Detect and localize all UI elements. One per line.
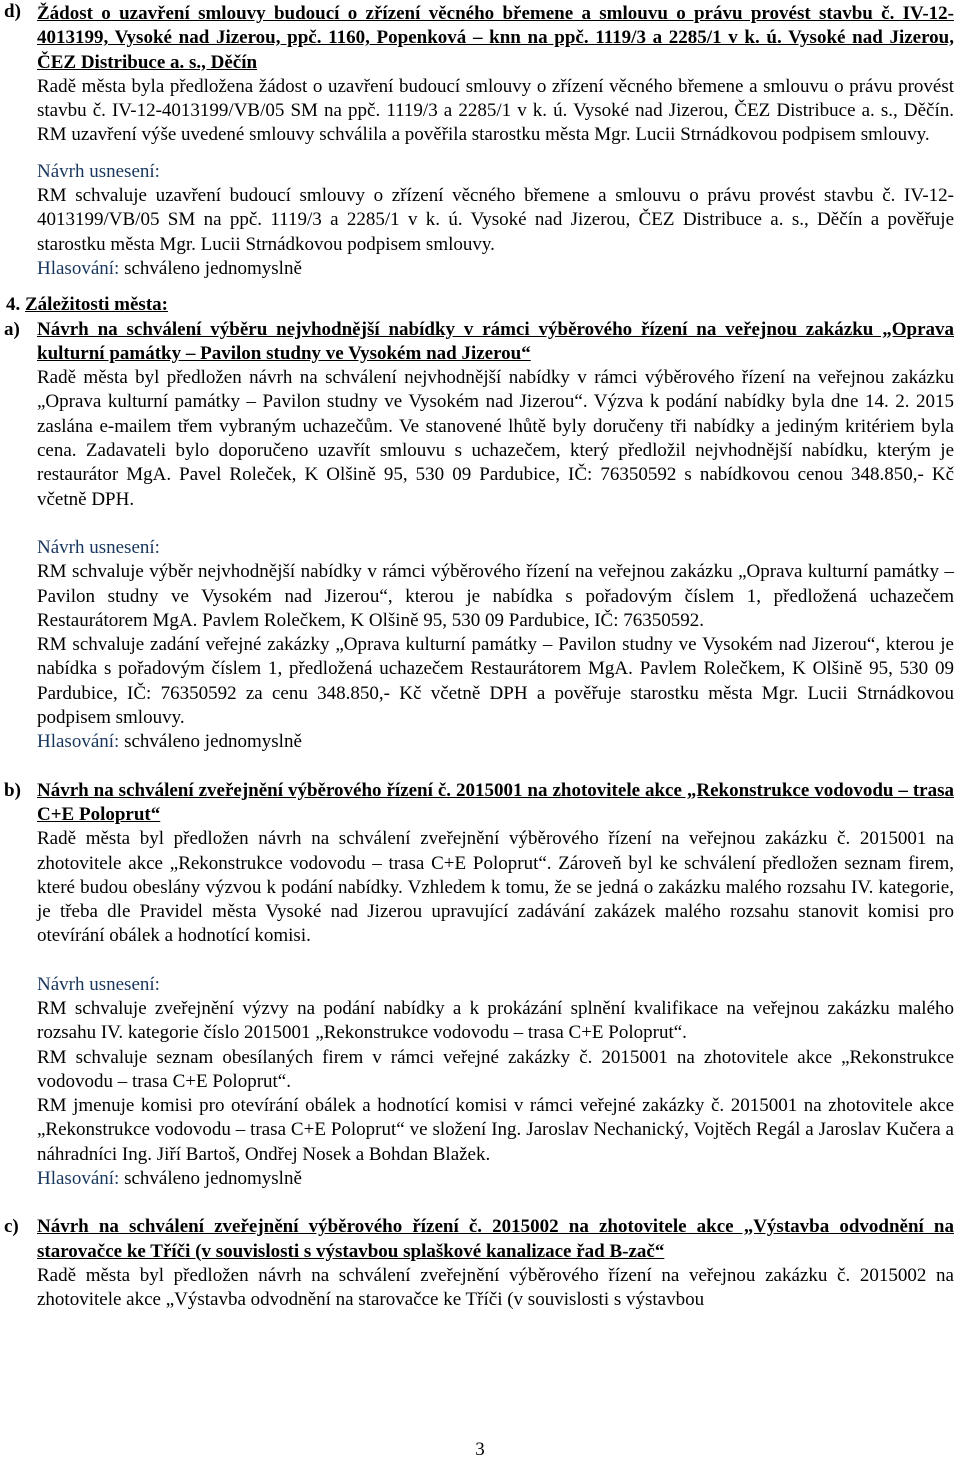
vote-line (37, 1167, 954, 1191)
vote-value: schváleno jednomyslně (124, 1168, 302, 1190)
subitem-title: Návrh na schválení výběru nejvhodnější nabídky v rámci výběrového řízení na veřejnou zakázku „Oprava kulturní památky – Pavilon studny ve Vysokém nad Jizerou“ (37, 318, 954, 364)
subitem-c (0, 1215, 960, 1312)
subitem-title: Návrh na schválení zveřejnění výběrového řízení č. 2015002 na zhotovitele akce „Výstavba odvodnění na starovačce ke Tříči (v souvislosti s výstavbou splaškové kanalizace řad B-zač“ (37, 1216, 954, 1262)
vote-label: Hlasování: (37, 731, 120, 753)
resolution-text: RM jmenuje komisi pro otevírání obálek a hodnotící komisi v rámci veřejné zakázky č. 2015001 na zhotovitele akce „Rekonstrukce vodovodu – trasa C+E Poloprut“ ve složení Ing. Jaroslav Nechanický, Vojtěch Regál a Jaroslav Kučera a náhradníci Ing. Jiří Bartoš, Ondřej Nosek a Bohdan Blažek. (37, 1095, 954, 1165)
section-heading (0, 293, 960, 317)
vote-line (37, 257, 954, 281)
vote-line (37, 730, 954, 754)
subitem-marker: c) (4, 1216, 19, 1238)
item-d (0, 0, 960, 281)
vote-value: schváleno jednomyslně (124, 257, 302, 279)
subitem-title: Návrh na schválení zveřejnění výběrového řízení č. 2015001 na zhotovitele akce „Rekonstrukce vodovodu – trasa C+E Poloprut“ (37, 779, 954, 825)
resolution-text: RM schvaluje výběr nejvhodnější nabídky v rámci výběrového řízení na veřejnou zakázku „Oprava kulturní památky – Pavilon studny ve Vysokém nad Jizerou“, kterou je nabídka s pořadovým číslem 1, předložená uchazečem Restaurátorem MgA. Pavlem Rolečkem, K Olšině 95, 530 09 Pardubice, IČ: 76350592. (37, 561, 954, 631)
resolution-label: Návrh usnesení: (37, 160, 160, 182)
item-marker: d) (4, 1, 21, 22)
vote-label: Hlasování: (37, 1168, 120, 1190)
resolution-label: Návrh usnesení: (37, 973, 160, 995)
subitem-text: Radě města byl předložen návrh na schválení zveřejnění výběrového řízení na veřejnou zakázku č. 2015002 na zhotovitele akce „Výstavba odvodnění na starovačce ke Tříči (v souvislosti s výstavbou (37, 1264, 954, 1311)
subitem-marker: a) (4, 318, 20, 340)
vote-label: Hlasování: (37, 257, 120, 279)
subitem-text: Radě města byl předložen návrh na schválení zveřejnění výběrového řízení na veřejnou zakázku č. 2015001 na zhotovitele akce „Rekonstrukce vodovodu – trasa C+E Poloprut“. Zároveň byl ke schválení předložen seznam firem, které budou obeslány výzvou k podání nabídky. Vzhledem k tomu, že se jedná o zakázku malého rozsahu IV. kategorie, je třeba dle Pravidel města Vysoké nad Jizerou upravující zadávání zakázek malého rozsahu stanovit komisi pro otevírání obálek a hodnotící komisi. (37, 828, 954, 947)
resolution-text: RM schvaluje zadání veřejné zakázky „Oprava kulturní památky – Pavilon studny ve Vysokém nad Jizerou“, kterou je nabídka s pořadovým číslem 1, předložená uchazečem Restaurátorem MgA. Pavlem Rolečkem, K Olšině 95, 530 09 Pardubice, IČ: 76350592 za cenu 348.850,- Kč včetně DPH a pověřuje starostku města Mgr. Lucii Strnádkovou podpisem smlouvy. (37, 634, 954, 729)
subitem-a (0, 318, 960, 755)
resolution-label: Návrh usnesení: (37, 536, 160, 558)
section-title: Záležitosti města: (25, 294, 168, 316)
subitem-text: Radě města byl předložen návrh na schválení nejvhodnější nabídky v rámci výběrového řízení na veřejnou zakázku „Oprava kulturní památky – Pavilon studny ve Vysokém nad Jizerou“. Výzva k podání nabídky byla dne 14. 2. 2015 zaslána e-mailem třem vybraným uchazečům. Ve stanovené lhůtě byly doručeny tři nabídky a jediným kritériem byla cena. Zadavateli bylo doporučeno uzavřít smlouvu s uchazečem, který předložil nejvhodnější nabídku, kterým je restaurátor MgA. Pavel Roleček, K Olšině 95, 530 09 Pardubice, IČ: 76350592 s nabídkovou cenou 348.850,- Kč včetně DPH. (37, 367, 954, 510)
resolution-text: RM schvaluje zveřejnění výzvy na podání nabídky a k prokázání splnění kvalifikace na veřejnou zakázku malého rozsahu IV. kategorie číslo 2015001 „Rekonstrukce vodovodu – trasa C+E Poloprut“. (37, 997, 954, 1044)
item-title: Žádost o uzavření smlouvy budoucí o zřízení věcného břemene a smlouvu o právu provést stavbu č. IV-12-4013199, Vysoké nad Jizerou, ppč. 1160, Popenková – knn na ppč. 1119/3 a 2285/1 v k. ú. Vysoké nad Jizerou, ČEZ Distribuce a. s., Děčín (37, 3, 954, 73)
subitem-marker: b) (4, 779, 21, 801)
resolution-text: RM schvaluje seznam obesílaných firem v rámci veřejné zakázky č. 2015001 na zhotovitele akce „Rekonstrukce vodovodu – trasa C+E Poloprut“. (37, 1046, 954, 1092)
page-number: 3 (475, 1439, 485, 1460)
subitem-b (0, 779, 960, 1192)
section-number: 4. (6, 294, 21, 316)
item-text: Radě města byla předložena žádost o uzavření budoucí smlouvy o zřízení věcného břemene a smlouvu o právu provést stavbu č. IV-12-4013199/VB/05 SM na ppč. 1119/3 a 2285/1 v k. ú. Vysoké nad Jizerou, ČEZ Distribuce a. s., Děčín. RM uzavření výše uvedené smlouvy schválila a pověřila starostku města Mgr. Lucii Strnádkovou podpisem smlouvy. (37, 75, 954, 146)
resolution-text: RM schvaluje uzavření budoucí smlouvy o zřízení věcného břemene a smlouvu o právu provést stavbu č. IV-12-4013199/VB/05 SM na ppč. 1119/3 a 2285/1 v k. ú. Vysoké nad Jizerou, ČEZ Distribuce a. s., Děčín a pověřuje starostku města Mgr. Lucii Strnádkovou podpisem smlouvy. (37, 185, 954, 255)
vote-value: schváleno jednomyslně (124, 731, 302, 753)
